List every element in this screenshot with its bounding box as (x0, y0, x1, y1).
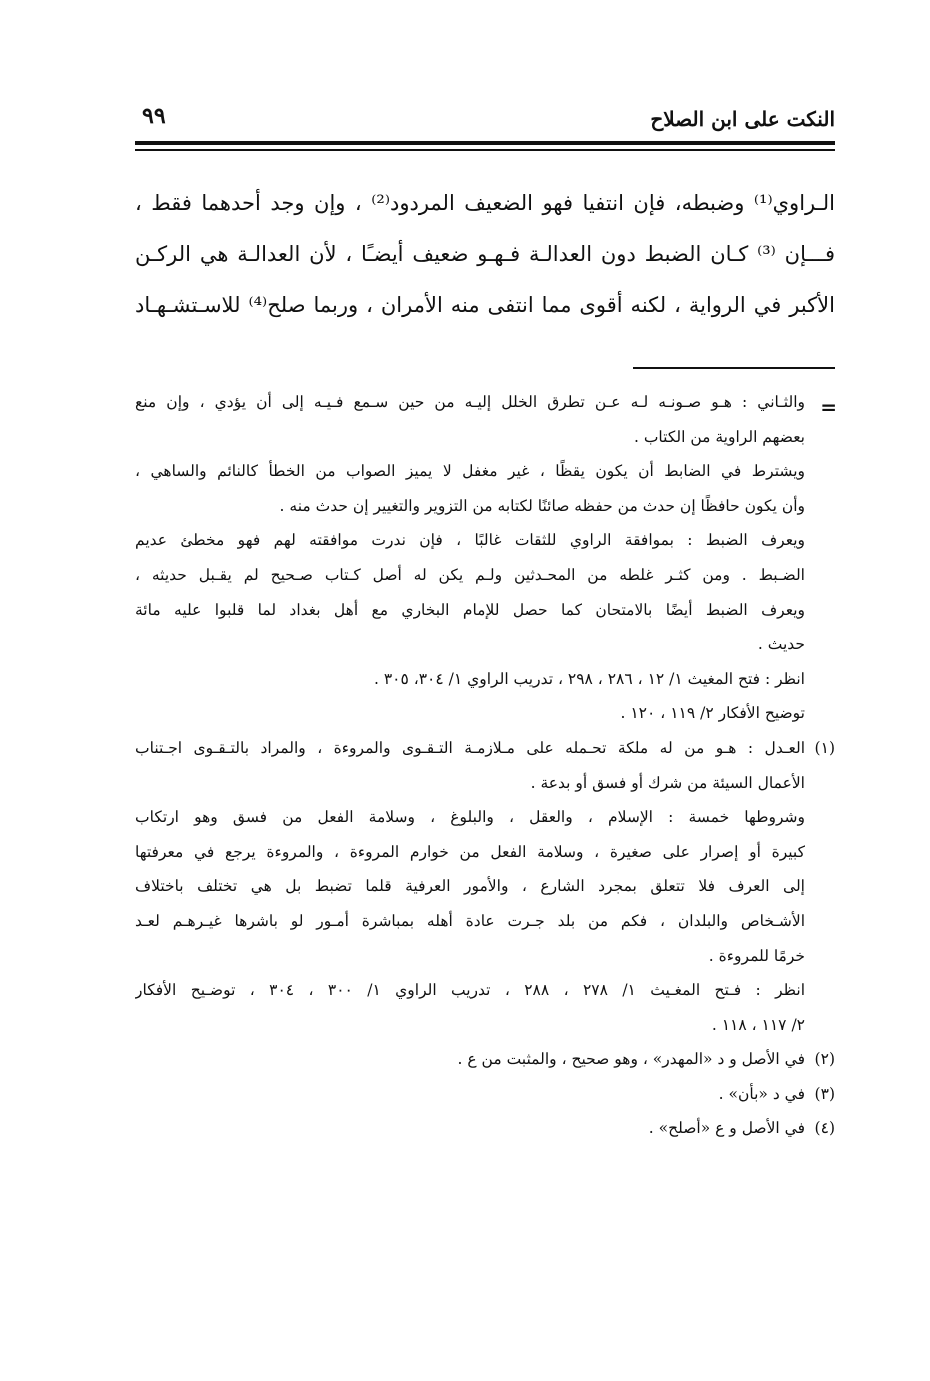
footnote-number: (١) (814, 738, 835, 757)
footnote-text: إلى العرف فلا تتعلق بمجرد الشارع ، والأمور العرفية قلما تضبط بل هي تختلف باختلاف (135, 877, 805, 896)
footnote-number: (٢) (814, 1050, 835, 1069)
footnote-continuation-marker: = (820, 395, 837, 419)
footnote-text: الأشـخاص والبلدان ، فكم من بلد جـرت عادة أهله بمباشرة أمـور لو باشرها غيـرهـم لعـد (135, 911, 805, 930)
footnote-text: ويعرف الضبط : بموافقة الراوي للثقات غالبًا ، فإن ندرت موافقته لهم فهو مخطئ عديم (135, 531, 805, 550)
footnote-line (135, 696, 835, 731)
footnote-text: ويشترط في الضابط أن يكون يقظًا ، غير مغفل لا يميز الصواب من الخطأ كالنائم والساهي ، (135, 462, 805, 481)
footnote-line (135, 454, 835, 489)
main-text-line: الـراوي⁽¹⁾ وضبطه، فإن انتفيا فهو الضعيف المردود⁽²⁾ ، وإن وجد أحدهما فقط ، (135, 191, 835, 215)
footnote-line (135, 939, 835, 974)
footnote-line (135, 489, 835, 524)
footnote-text: كبيرة أو إصرار على صغيرة ، وسلامة الفعل من خوارم المروءة ، والمروءة يرجع في معرفتها (135, 842, 805, 861)
footnote-text: حديث . (757, 635, 805, 654)
footnote-text: في الأصل و د «المهدر» ، وهو صحيح ، والمثبت من ع . (457, 1050, 805, 1069)
footnote-line (135, 593, 835, 628)
footnote-line (135, 662, 835, 697)
footnote-line (135, 973, 835, 1008)
footnote-text: بعضهم الراوية من الكتاب . (633, 427, 805, 446)
footnote-text: وأن يكون حافظًا إن حدث من حفظه صائنًا لكتابه من التزوير والتغيير إن حدث منه . (279, 496, 805, 515)
footnote-text: ويعرف الضبط أيضًا بالامتحان كما حصل للإمام البخاري مع أهل بغداد لما قلبوا عليه مائة (135, 600, 805, 619)
running-title: النكت على ابن الصلاح (650, 107, 835, 131)
footnote-text: ٢/ ١١٧ ، ١١٨ . (711, 1015, 805, 1034)
footnote-line (135, 731, 835, 766)
footnote-text: في الأصل و ع «أصلح» . (648, 1119, 805, 1138)
footnote-text: في د «بأن» . (718, 1084, 805, 1103)
footnote-text: الأعمال السيئة من شرك أو فسق أو بدعة . (530, 773, 805, 792)
footnote-text: وشروطها خمسة : الإسلام ، والعقل ، والبلوغ ، وسلامة الفعل من فسق وهو ارتكاب (135, 808, 805, 827)
footnote-text: العـدل : هـو من له ملكة تحـمله على مـلازمـة التـقـوى والمروءة ، والمراد بالتـقـوى اجـتناب (135, 738, 805, 757)
page-number: ٩٩ (142, 103, 166, 129)
main-text-line: الأكبر في الرواية ، لكنه أقوى مما انتفى منه الأمران ، وربما صلح⁽⁴⁾ للاسـتشـهـاد (135, 293, 835, 317)
footnote-text: انظر : فـتح المغـيث ١/ ٢٧٨ ، ٢٨٨ ، تدريب الراوي ١/ ٣٠٠ ، ٣٠٤ ، توضـيح الأفكار (135, 981, 805, 1000)
footnote-line (135, 835, 835, 870)
header-rule-thin (135, 149, 835, 151)
footnote-text: والثـاني : هـو صـونـه لـه عـن تطرق الخلل إليـه من حين سـمع فـيـه إلى أن يؤدي ، وإن منع (135, 393, 805, 411)
footnote-number: (٤) (814, 1119, 835, 1138)
footnote-text: الضـبط . ومن كثـر غلطه من المحـدثين ولـم يكن له أصل كـتاب صـحيح لم يقـبل حديثه ، (135, 565, 805, 584)
footnote-line (135, 385, 835, 420)
footnote-line (135, 800, 835, 835)
main-text (135, 178, 835, 331)
footnote-line (135, 627, 835, 662)
footnote-line (135, 1111, 835, 1146)
header-rule-thick (135, 141, 835, 145)
footnote-line (135, 1008, 835, 1043)
footnote-text: خرمًا للمروءة . (708, 946, 805, 965)
footnote-line (135, 420, 835, 455)
footnote-line (135, 1077, 835, 1112)
footnote-separator (633, 367, 835, 369)
footnote-text: انظر : فتح المغيث ١/ ١٢ ، ٢٨٦ ، ٢٩٨ ، تدريب الراوي ١/ ٣٠٤، ٣٠٥ . (373, 669, 805, 688)
footnote-line (135, 1042, 835, 1077)
footnote-text: توضيح الأفكار ٢/ ١١٩ ، ١٢٠ . (620, 704, 805, 723)
footnote-line (135, 766, 835, 801)
footnotes (135, 385, 835, 1146)
main-text-line: فـــإن ⁽³⁾ كـان الضبط دون العدالـة فـهـو ضعيف أيضـًا ، لأن العدالـة هي الركـن (135, 242, 835, 266)
footnote-line (135, 523, 835, 558)
footnote-line (135, 869, 835, 904)
footnote-number: (٣) (814, 1084, 835, 1103)
footnote-line (135, 558, 835, 593)
footnote-line (135, 904, 835, 939)
